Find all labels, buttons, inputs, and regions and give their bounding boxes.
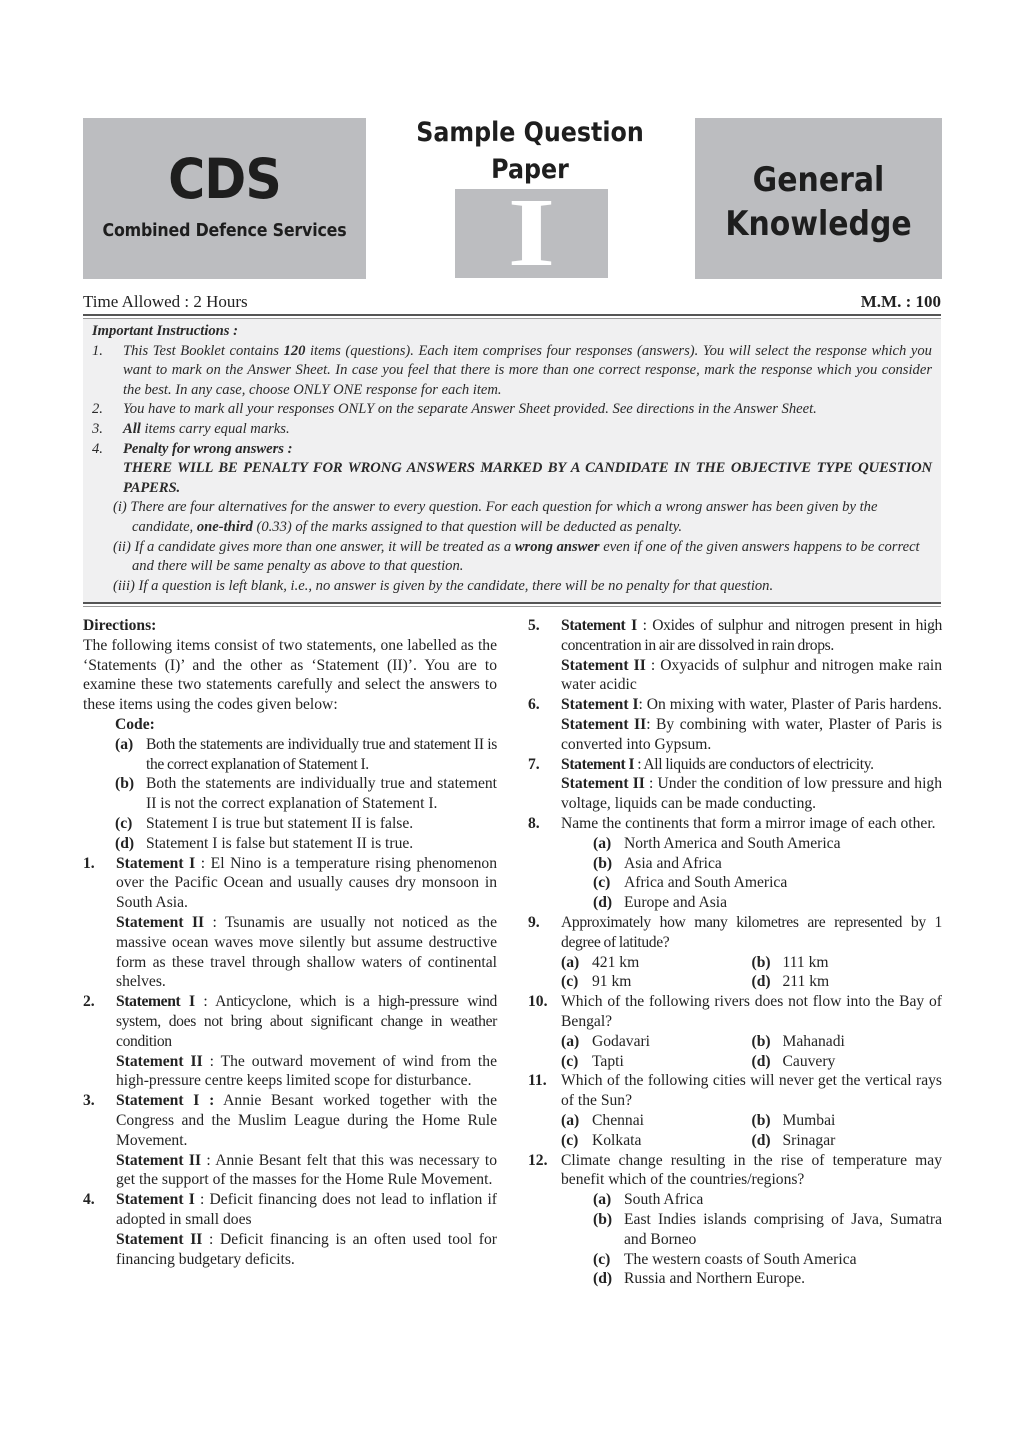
instruction-text [123,342,932,401]
answer-option[interactable] [561,854,942,874]
directions-text: The following items consist of two statements, one labelled as the ‘Statements (I)’ and the other as ‘Statement (II)’. You are to examine these two statements carefully and select the answers to these items using the codes given below: [83,636,497,714]
question-number: 9. [528,913,540,931]
option-text: Godavari [592,1032,651,1050]
penalty-rule-bold: wrong answer [514,538,600,555]
option-text: North America and South America [624,834,841,852]
statement-1 [116,1190,497,1230]
question-item [528,913,942,992]
instruction-text [123,440,932,499]
statement-2 [561,715,942,755]
instruction-number: 4. [92,440,103,457]
paper-title-line1: Sample Question [416,117,644,148]
instructions-heading: Important Instructions : [92,323,238,339]
question-item [528,992,942,1071]
code-option-text: Both the statements are individually true and statement II is not the correct explanation of Statement I. [146,775,497,813]
penalty-warning: THERE WILL BE PENALTY FOR WRONG ANSWERS MARKED BY A CANDIDATE IN THE OBJECTIVE TYPE QUESTION PAPERS. [123,460,932,496]
code-option-label: (b) [115,775,135,793]
exam-abbreviation: CDS [168,147,281,211]
option-label: (d) [751,1131,771,1149]
answer-option[interactable] [752,1032,943,1052]
option-text: Kolkata [592,1131,642,1149]
code-option-label: (a) [115,735,134,753]
paper-number-box [455,179,608,287]
answer-option[interactable] [561,834,942,854]
statement-text: : Annie Besant felt that this was necessary to get the support of the masses for the Home Rule Movement. [116,1151,497,1189]
question-number: 6. [528,696,540,714]
statement-label: Statement II [561,775,645,793]
statement-text: : On mixing with water, Plaster of Paris hardens. [638,696,942,714]
statement-2 [116,1052,497,1092]
question-body [561,616,942,695]
subject-line1: General [752,160,885,200]
option-text: Chennai [592,1111,644,1129]
statement-label: Statement II [116,1151,202,1169]
statement-label: Statement I [116,854,196,872]
penalty-rule [92,538,932,577]
penalty-heading: Penalty for wrong answers : [123,440,293,457]
option-label: (b) [751,1032,771,1050]
option-text: Russia and Northern Europe. [624,1270,806,1288]
code-title: Code: [115,715,155,733]
question-body [561,992,942,1071]
option-text: Cauvery [782,1052,836,1070]
code-option-label: (c) [115,814,133,832]
penalty-rule-bold: one-third [196,518,253,535]
option-label: (b) [593,1210,613,1228]
option-text: 91 km [592,973,632,991]
statement-text: : Under the condition of low pressure and high voltage, liquids can be made conducting. [561,775,942,813]
options-grid [561,953,942,993]
code-option-text: Statement I is false but statement II is true. [146,834,414,852]
option-label: (c) [593,874,611,892]
option-text: Srinagar [782,1131,836,1149]
statement-1 [116,854,497,913]
statement-text: : Tsunamis are usually not noticed as the massive ocean waves move silently but assume destructive form as these travel through shallow waters of continental shelves. [116,913,497,991]
question-item [528,695,942,754]
statement-text: : Anticyclone, which is a high-pressure wind system, does not bring about significant change in weather condition [116,993,497,1050]
statement-label: Statement I [116,1191,195,1209]
question-item [528,1071,942,1150]
answer-option[interactable] [752,1111,943,1131]
option-label: (a) [561,1032,580,1050]
penalty-rule-text: (0.33) of the marks assigned to that question will be deducted as penalty. [252,518,683,535]
question-body [116,854,497,993]
instructions-box [83,319,941,602]
question-body [561,1151,942,1290]
option-text: East Indies islands comprising of Java, Sumatra and Borneo [624,1210,942,1248]
code-option [83,814,497,834]
statement-text: : Oxyacids of sulphur and nitrogen make rain water acidic [561,656,942,694]
options-grid [561,1032,942,1072]
penalty-rule-text: even if one of the given answers happens to be correct and there will be same penalty as above to that question. [132,538,920,575]
answer-option[interactable] [752,972,943,992]
statement-1 [561,755,942,775]
question-number: 3. [83,1092,95,1110]
statement-text: : The outward movement of wind from the high-pressure centre keeps limited scope for disturbance. [116,1052,497,1090]
directions-title: Directions: [83,617,157,634]
option-label: (b) [593,854,613,872]
option-label: (d) [593,1270,613,1288]
answer-option[interactable] [561,1210,942,1250]
question-item [83,1091,497,1190]
answer-option[interactable] [561,893,942,913]
subject-title [710,158,927,246]
code-option-text: Both the statements are individually true and statement II is the correct explanation of Statement I. [146,735,497,773]
statement-2 [116,1230,497,1270]
statement-label: Statement II [561,715,647,733]
question-body [561,913,942,992]
statement-text: : All liquids are conductors of electricity. [634,755,874,773]
instruction-number: 2. [92,401,103,418]
answer-option[interactable] [561,1190,942,1210]
statement-2 [116,913,497,992]
option-label: (b) [751,953,771,971]
answer-option[interactable] [561,873,942,893]
option-text: 421 km [592,953,640,971]
statement-1 [561,616,942,656]
question-number: 7. [528,755,540,773]
answer-option[interactable] [561,953,752,973]
option-label: (c) [561,1052,579,1070]
answer-option[interactable] [561,1111,752,1131]
question-item [528,1151,942,1290]
option-label: (a) [561,953,580,971]
right-column [528,616,942,1289]
subject-box [695,118,942,279]
statement-2 [561,774,942,814]
answer-option[interactable] [752,1131,943,1151]
option-label: (b) [751,1111,771,1129]
option-label: (c) [593,1250,611,1268]
statement-text: : Oxides of sulphur and nitrogen present in high concentration in air are dissolved in rain drops. [561,617,942,654]
statement-1 [561,695,942,715]
question-item [83,1190,497,1269]
option-text: Mumbai [782,1111,836,1129]
question-number: 5. [528,617,540,634]
statement-label: Statement I : [116,1092,215,1110]
question-text: Climate change resulting in the rise of temperature may benefit which of the countries/regions? [561,1151,942,1189]
answer-option[interactable] [561,1250,942,1270]
instruction-text-part: items carry equal marks. [140,420,290,437]
question-body [561,755,942,814]
instruction-item [92,440,932,499]
statement-text: : Deficit financing is an often used tool for financing budgetary deficits. [116,1230,497,1268]
instruction-text [123,420,932,440]
answer-option[interactable] [561,1052,752,1072]
question-text: Name the continents that form a mirror image of each other. [561,814,936,832]
instruction-number: 1. [92,342,103,359]
question-item [83,854,497,993]
option-text: South Africa [624,1191,704,1209]
penalty-rule-text: (i) There are four alternatives for the answer to every question. For each question for which a wrong answer has been given by the candidate, [113,499,878,535]
statement-1 [116,992,497,1051]
statement-text: : Deficit financing does not lead to inflation if adopted in small does [116,1191,497,1228]
question-number: 2. [83,993,95,1011]
statement-label: Statement I [116,993,195,1011]
answer-option[interactable] [752,1052,943,1072]
question-body [116,1091,497,1190]
answer-option[interactable] [561,1032,752,1052]
option-label: (d) [751,1052,771,1070]
question-number: 11. [528,1072,547,1090]
answer-option[interactable] [561,972,752,992]
instruction-bold: All [123,420,141,437]
option-text: Tapti [592,1052,624,1070]
option-label: (c) [561,973,579,991]
option-label: (c) [561,1131,579,1149]
option-label: (a) [593,1191,612,1209]
option-text: Asia and Africa [624,854,722,872]
code-option-text: Statement I is true but statement II is false. [146,814,414,832]
option-text: Mahanadi [782,1032,845,1050]
instruction-number: 3. [92,420,103,437]
option-label: (d) [593,894,613,912]
question-number: 8. [528,814,540,832]
option-label: (a) [561,1111,580,1129]
exam-full-name: Combined Defence Services [102,220,347,241]
time-allowed: Time Allowed : 2 Hours [83,292,248,311]
options-grid [561,1111,942,1151]
statement-text: : El Nino is a temperature rising phenomenon over the Pacific Ocean and usually causes dry monsoon in South Asia. [116,854,497,912]
statement-label: Statement I [561,696,639,714]
question-body [561,1071,942,1150]
statement-label: Statement I [561,755,635,773]
penalty-rule-text: (ii) If a candidate gives more than one answer, it will be treated as a [113,538,515,555]
option-text: Europe and Asia [624,894,728,912]
statement-1 [116,1091,497,1150]
question-body [561,695,942,754]
divider-bottom [83,602,941,607]
option-text: The western coasts of South America [624,1250,857,1268]
instruction-item [92,420,932,440]
question-item [528,814,942,913]
option-label: (a) [593,834,612,852]
statement-label: Statement II [561,656,646,674]
paper-title [411,114,649,188]
answer-option[interactable] [752,953,943,973]
paper-number: I [507,179,556,287]
code-option-label: (d) [115,834,135,852]
instruction-text: You have to mark all your responses ONLY on the separate Answer Sheet provided. See directions in the Answer Sheet. [123,401,817,418]
question-body [116,1190,497,1269]
left-column [83,616,497,1269]
statement-2 [561,656,942,696]
instruction-text-part: items (questions). Each item comprises four responses (answers). You will select the response which you want to mark on the Answer Sheet. In case you feel that there is more than one correct response, mark the response which you consider the best. In any case, choose ONLY ONE response for each item. [123,342,932,398]
code-option [83,735,497,775]
answer-option[interactable] [561,1269,942,1289]
exam-name-box [83,118,366,279]
statement-label: Statement II [116,1052,203,1070]
instruction-item [92,342,932,401]
instruction-text-part: This Test Booklet contains [123,342,284,359]
question-text: Approximately how many kilometres are represented by 1 degree of latitude? [561,913,942,951]
question-item [528,616,942,695]
statement-label: Statement II [116,1230,203,1248]
statement-label: Statement I [561,617,637,634]
option-text: 111 km [782,953,829,971]
statement-label: Statement II [116,913,205,931]
max-marks: M.M. : 100 [860,292,941,311]
statement-text: Annie Besant worked together with the Congress and the Muslim League during the Home Rule Movement. [116,1092,497,1149]
option-label: (d) [751,973,771,991]
penalty-rule [92,498,932,537]
penalty-rule [92,577,932,597]
question-body [561,814,942,913]
option-text: Africa and South America [624,874,788,892]
question-item [528,755,942,814]
code-option [83,774,497,814]
statement-text: : By combining with water, Plaster of Paris is converted into Gypsum. [561,715,942,753]
question-item [83,992,497,1091]
penalty-rule-text: (iii) If a question is left blank, i.e., no answer is given by the candidate, there will be no penalty for that question. [113,577,774,594]
question-text: Which of the following rivers does not flow into the Bay of Bengal? [561,993,942,1030]
question-number: 4. [83,1191,95,1209]
code-option [83,834,497,854]
question-text: Which of the following cities will never get the vertical rays of the Sun? [561,1072,942,1110]
answer-option[interactable] [561,1131,752,1151]
question-number: 10. [528,993,548,1011]
question-number: 12. [528,1151,548,1169]
instruction-bold: 120 [283,342,306,359]
question-body [116,992,497,1091]
question-number: 1. [83,854,95,872]
instruction-item [92,400,932,420]
statement-2 [116,1151,497,1191]
paper-title-line2: Paper [491,154,569,185]
subject-line2: Knowledge [725,204,912,244]
option-text: 211 km [782,973,830,991]
